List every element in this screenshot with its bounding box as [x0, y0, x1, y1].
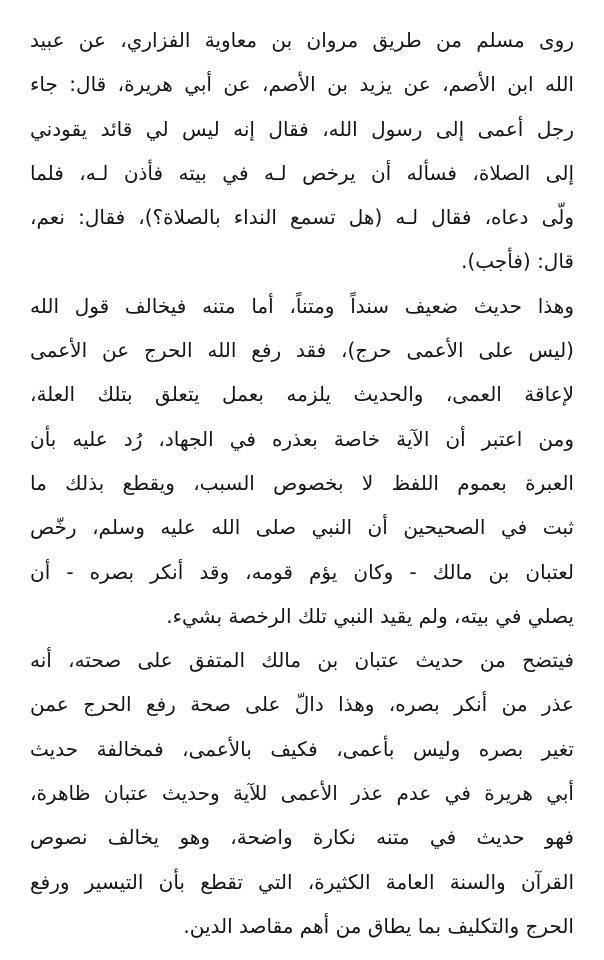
text-line: وهذا حديث ضعيف سنداً ومتناً، أما متنه فيخالف قول الله — [30, 293, 574, 318]
text-line: إلى الصلاة، فسأله أن يرخص لـه في بيته فأذن لـه، فلما — [30, 160, 574, 185]
text-line: ثبت في الصحيحين أن النبي صلى الله عليه وسلم، رخّص — [30, 515, 574, 540]
text-line: عذر من أنكر بصره، وهذا دالّ على صحة رفع الحرج عمن — [30, 692, 574, 717]
text-line: أبي هريرة في عدم عذر الأعمى للآية وحديث عتبان ظاهرة، — [30, 781, 574, 806]
text-line: قال: (فأجب). — [461, 249, 574, 274]
text-line: لعتبان بن مالك - وكان يؤم قومه، وقد أنكر بصره - أن — [30, 559, 574, 584]
text-line: العبرة بعموم اللفظ لا بخصوص السبب، ويقطع بذلك ما — [30, 470, 574, 495]
paragraph-hadith-narration — [30, 18, 574, 284]
text-line: الله ابن الأصم، عن يزيد بن الأصم، عن أبي هريرة، قال: جاء — [30, 72, 574, 97]
paragraph-critique — [30, 284, 574, 638]
text-line: فيتضح من حديث عتبان بن مالك المتفق على صحته، أنه — [30, 648, 574, 673]
text-line: ومن اعتبر أن الآية خاصة بعذره في الجهاد، رُد عليه بأن — [30, 426, 574, 451]
text-line: الحرج والتكليف بما يطاق من أهم مقاصد الدين. — [183, 913, 574, 938]
text-line: لإعاقة العمى، والحديث يلزمه بعمل يتعلق بتلك العلة، — [30, 382, 574, 407]
text-line: يصلي في بيته، ولم يقيد النبي تلك الرخصة بشيء. — [166, 603, 574, 628]
text-line: فهو حديث في متنه نكارة واضحة، وهو يخالف نصوص — [30, 825, 574, 850]
text-line: ولّى دعاه، فقال لـه (هل تسمع النداء بالصلاة؟)، فقال: نعم، — [30, 205, 574, 230]
text-line: تغير بصره وليس بأعمى، فكيف بالأعمى، فمخالفة حديث — [30, 736, 574, 761]
text-line: القرآن والسنة العامة الكثيرة، التي تقطع بأن التيسير ورفع — [30, 869, 574, 894]
text-line: روى مسلم من طريق مروان بن معاوية الفزاري، عن عبيد — [30, 28, 574, 52]
text-line: رجل أعمى إلى رسول الله، فقال إنه ليس لي قائد يقودني — [30, 116, 574, 141]
text-line: (ليس على الأعمى حرج)، فقد رفع الله الحرج عن الأعمى — [30, 338, 574, 363]
paragraph-conclusion — [30, 638, 574, 948]
